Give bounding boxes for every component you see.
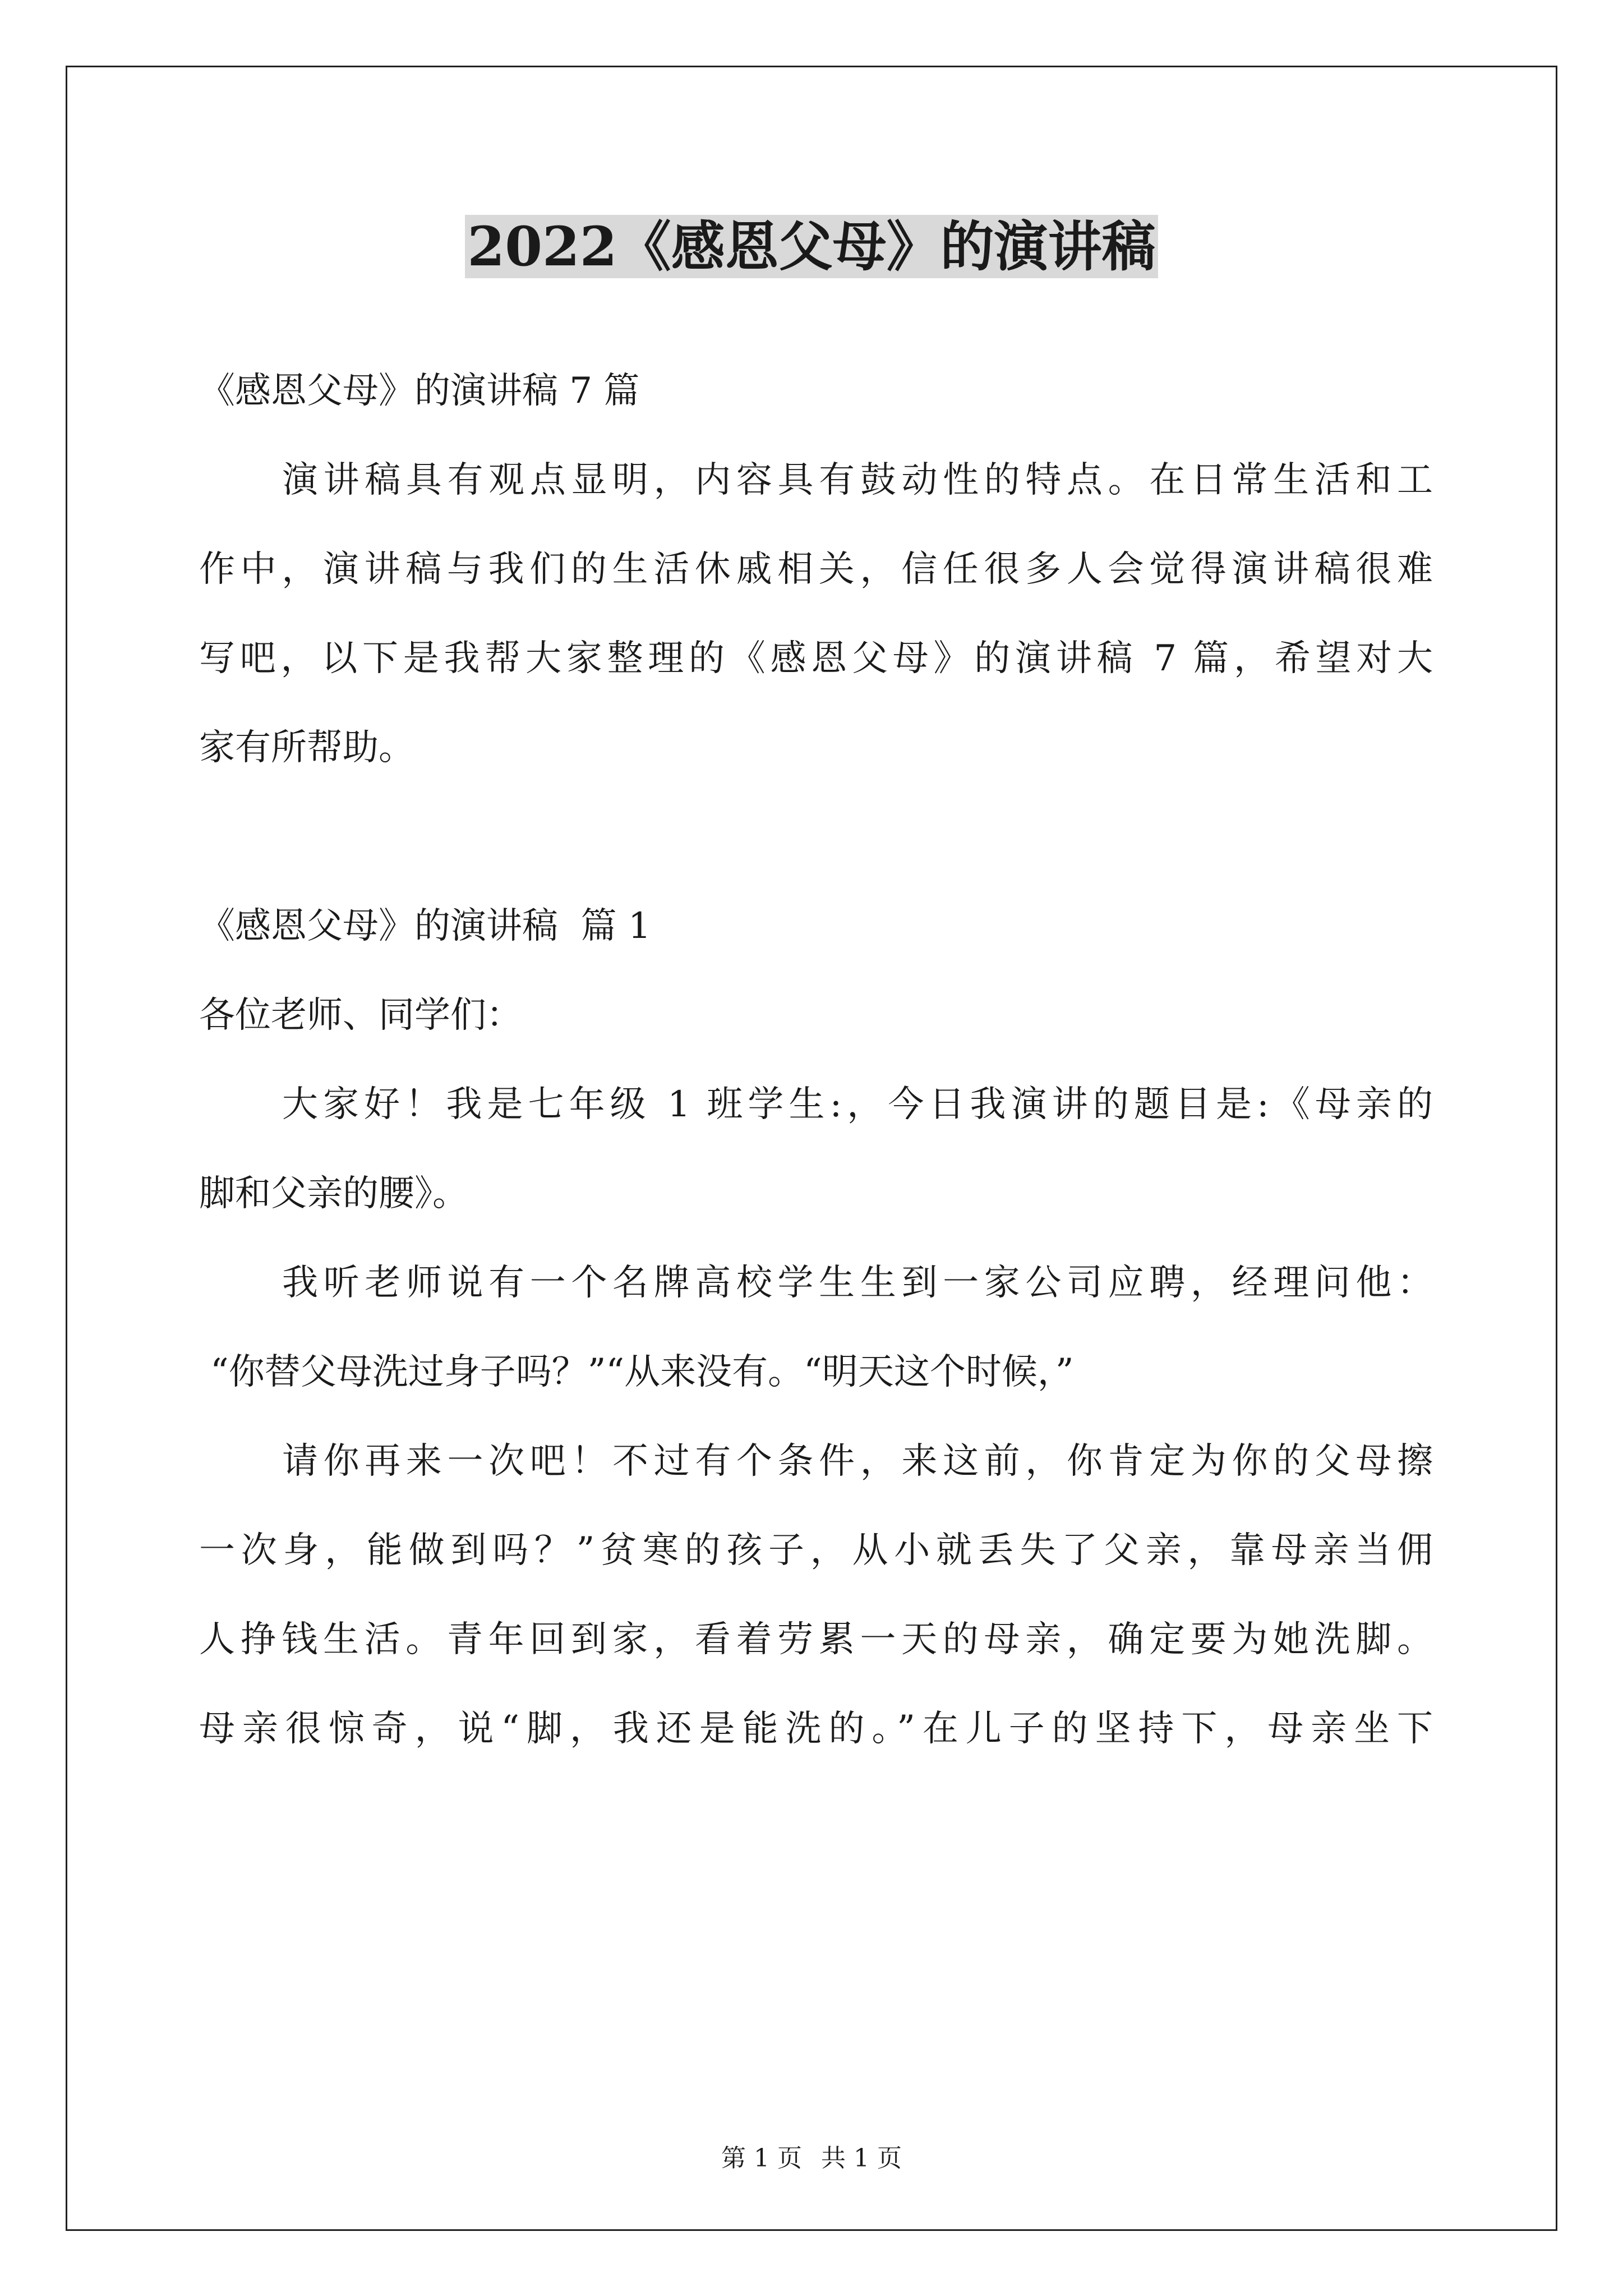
page-footer	[0, 2142, 1623, 2175]
page-number: 第 1 页	[721, 2144, 802, 2173]
intro-line: 家有所帮助。	[199, 727, 414, 769]
page-total: 共 1 页	[821, 2144, 902, 2173]
subtitle-line: 《感恩父母》的演讲稿 7 篇	[199, 370, 640, 412]
document-title-text: 2022《感恩父母》的演讲稿	[465, 215, 1158, 278]
section-spacer	[199, 793, 1433, 882]
paragraph-line: 大家好！我是七年级 1 班学生:，今日我演讲的题目是:《母亲的	[282, 1084, 1433, 1125]
intro-line: 演讲稿具有观点显明，内容具有鼓动性的特点。在日常生活和工	[282, 459, 1433, 501]
paragraph-line: 请你再来一次吧！不过有个条件，来这前，你肯定为你的父母擦	[282, 1441, 1433, 1482]
paragraph-line: “你替父母洗过身子吗？”“从来没有。“明天这个时候，”	[210, 1351, 1074, 1393]
document-title	[0, 209, 1623, 285]
intro-line: 作中，演讲稿与我们的生活休戚相关，信任很多人会觉得演讲稿很难	[199, 549, 1433, 590]
paragraph-line: 脚和父亲的腰》。	[199, 1173, 468, 1214]
document-body	[199, 347, 1433, 1774]
section-heading: 《感恩父母》的演讲稿 篇 1	[199, 905, 651, 947]
greeting-line: 各位老师、同学们：	[199, 995, 522, 1036]
paragraph-line: 一次身，能做到吗？”贫寒的孩子，从小就丢失了父亲，靠母亲当佣	[199, 1530, 1433, 1571]
paragraph-line: 母亲很惊奇，说“脚，我还是能洗的。”在儿子的坚持下，母亲坐下	[199, 1708, 1433, 1750]
paragraph-line: 我听老师说有一个名牌高校学生生到一家公司应聘，经理问他：	[282, 1262, 1433, 1304]
intro-line: 写吧，以下是我帮大家整理的《感恩父母》的演讲稿 7 篇，希望对大	[199, 638, 1433, 679]
paragraph-line: 人挣钱生活。青年回到家，看着劳累一天的母亲，确定要为她洗脚。	[199, 1619, 1433, 1660]
